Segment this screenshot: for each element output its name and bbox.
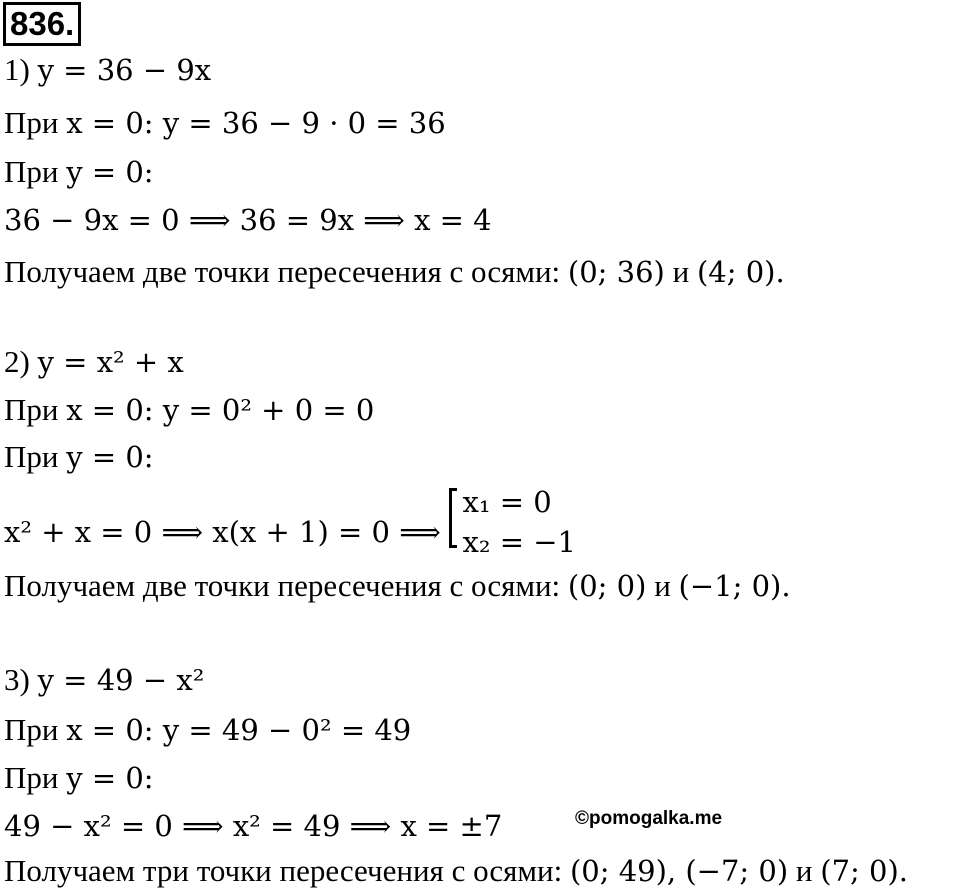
part3-function: y = 49 − x² <box>37 663 205 697</box>
problem-number: 836. <box>3 2 81 46</box>
part2-y0-prefix: При <box>4 439 59 474</box>
part1-function: y = 36 − 9x <box>37 53 212 87</box>
part3-y0-prefix: При <box>4 760 59 795</box>
part1-points2: (4; 0). <box>696 255 785 289</box>
part1-label: 1) <box>4 52 30 87</box>
part2-result-text: Получаем две точки пересечения с осями: <box>4 568 561 603</box>
part2-function-line <box>4 342 184 382</box>
part1-points: (0; 36) <box>567 255 665 289</box>
part1-solve: 36 − 9x = 0 ⟹ 36 = 9x ⟹ x = 4 <box>4 203 492 237</box>
part3-x0-line <box>4 710 411 750</box>
system-bracket <box>449 488 457 548</box>
part2-label: 2) <box>4 344 30 379</box>
part1-x0-equation: x = 0: y = 36 − 9 · 0 = 36 <box>66 106 446 140</box>
part3-points: (0; 49), (−7; 0) <box>569 854 789 888</box>
part3-x0-equation: x = 0: y = 49 − 0² = 49 <box>66 713 412 747</box>
part3-function-line <box>4 660 204 700</box>
part1-y0-equation: y = 0: <box>66 155 154 189</box>
part3-result-line <box>4 851 908 891</box>
part1-solve-line <box>4 200 492 240</box>
part1-x0-line <box>4 103 446 143</box>
part2-points: (0; 0) <box>567 569 647 603</box>
part3-conj: и <box>795 853 813 888</box>
part2-y0-line <box>4 437 154 477</box>
part2-points2: (−1; 0). <box>678 569 791 603</box>
part3-solve: 49 − x² = 0 ⟹ x² = 49 ⟹ x = ±7 <box>4 809 503 843</box>
part3-points2: (7; 0). <box>820 854 909 888</box>
part3-solve-line <box>4 806 502 846</box>
part1-y0-prefix: При <box>4 154 59 189</box>
part2-conj: и <box>654 568 671 603</box>
part3-result-text: Получаем три точки пересечения с осями: <box>4 853 563 888</box>
part2-y0-equation: y = 0: <box>66 440 154 474</box>
part2-result-line <box>4 566 791 606</box>
part2-solve: x² + x = 0 ⟹ x(x + 1) = 0 ⟹ <box>4 515 441 549</box>
part2-solve-line <box>4 485 599 559</box>
part1-conj: и <box>672 254 690 289</box>
part2-x0-prefix: При <box>4 392 59 427</box>
part1-function-line <box>4 50 211 90</box>
part1-result-text: Получаем две точки пересечения с осями: <box>4 254 561 289</box>
part3-y0-equation: y = 0: <box>66 761 154 795</box>
part1-y0-line <box>4 152 154 192</box>
part2-root2: x₂ = −1 <box>462 525 576 559</box>
part3-x0-prefix: При <box>4 712 59 747</box>
part2-x0-equation: x = 0: y = 0² + 0 = 0 <box>66 393 375 427</box>
part2-root1: x₁ = 0 <box>462 485 552 519</box>
part2-function: y = x² + x <box>37 345 184 379</box>
watermark: ©pomogalka.me <box>575 808 723 829</box>
part1-x0-prefix: При <box>4 105 59 140</box>
part3-y0-line <box>4 758 154 798</box>
part2-system <box>449 485 599 559</box>
part3-label: 3) <box>4 662 30 697</box>
part1-result-line <box>4 252 785 292</box>
part2-x0-line <box>4 390 374 430</box>
